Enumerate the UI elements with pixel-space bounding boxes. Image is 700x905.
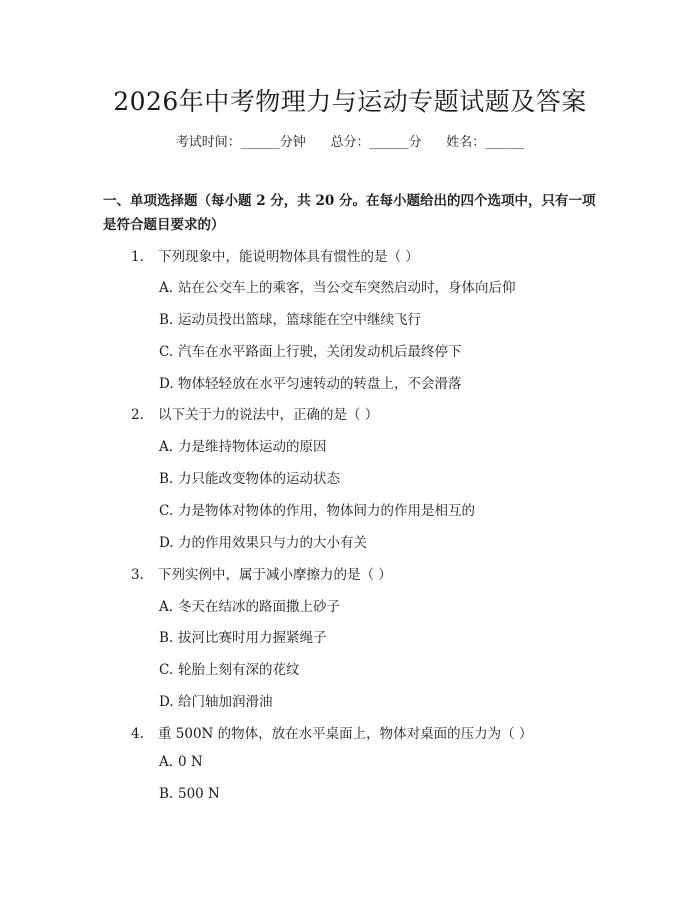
option-3a bbox=[159, 595, 340, 615]
option-letter: C. bbox=[159, 344, 174, 360]
question-number: 3. bbox=[131, 567, 144, 583]
option-letter: B. bbox=[159, 471, 174, 487]
document-title: 2026年中考物理力与运动专题试题及答案 bbox=[113, 87, 587, 116]
option-3c bbox=[159, 658, 300, 678]
question-text: 下列实例中，属于减小摩擦力的是（ ） bbox=[158, 567, 392, 583]
exam-info-line: 考试时间：______分钟 总分：______分 姓名：______ bbox=[175, 135, 525, 150]
option-text: 0 N bbox=[178, 754, 203, 770]
question-number: 4. bbox=[131, 726, 144, 742]
option-letter: B. bbox=[159, 630, 174, 646]
option-1b bbox=[159, 308, 421, 328]
option-letter: D. bbox=[159, 535, 174, 551]
option-letter: C. bbox=[159, 503, 174, 519]
option-letter: D. bbox=[159, 694, 174, 710]
question-text: 以下关于力的说法中，正确的是（ ） bbox=[158, 407, 379, 423]
option-letter: D. bbox=[159, 376, 174, 392]
question-number: 2. bbox=[131, 407, 144, 423]
option-letter: B. bbox=[159, 312, 174, 328]
option-2c bbox=[159, 499, 475, 519]
option-text: 给门轴加润滑油 bbox=[178, 694, 273, 710]
question-1 bbox=[131, 245, 419, 265]
question-2 bbox=[131, 403, 378, 423]
option-4a bbox=[159, 754, 203, 770]
option-letter: A. bbox=[159, 280, 174, 296]
option-letter: C. bbox=[159, 662, 174, 678]
question-number: 1. bbox=[131, 249, 144, 265]
question-text: 下列现象中，能说明物体具有惯性的是（ ） bbox=[158, 249, 419, 265]
option-text: 力是维持物体运动的原因 bbox=[178, 439, 327, 455]
option-letter: A. bbox=[159, 439, 174, 455]
option-text: 汽车在水平路面上行驶，关闭发动机后最终停下 bbox=[178, 344, 462, 360]
option-text: 轮胎上刻有深的花纹 bbox=[178, 662, 300, 678]
option-text: 力的作用效果只与力的大小有关 bbox=[178, 535, 367, 551]
option-letter: B. bbox=[159, 786, 174, 802]
option-1c bbox=[159, 340, 462, 360]
option-letter: A. bbox=[159, 754, 174, 770]
option-text: 500 N bbox=[178, 786, 220, 802]
option-text: 站在公交车上的乘客，当公交车突然启动时，身体向后仰 bbox=[178, 280, 516, 296]
option-text: 运动员投出篮球，篮球能在空中继续飞行 bbox=[178, 312, 421, 328]
option-2a bbox=[159, 435, 327, 455]
option-1a bbox=[159, 276, 516, 296]
option-3b bbox=[159, 626, 327, 646]
option-2b bbox=[159, 467, 340, 487]
question-text: 重 500N 的物体，放在水平桌面上，物体对桌面的压力为（ ） bbox=[158, 726, 533, 742]
option-text: 物体轻轻放在水平匀速转动的转盘上，不会滑落 bbox=[178, 376, 462, 392]
question-3 bbox=[131, 563, 392, 583]
option-text: 力是物体对物体的作用，物体间力的作用是相互的 bbox=[178, 503, 475, 519]
option-2d bbox=[159, 531, 367, 551]
option-text: 力只能改变物体的运动状态 bbox=[178, 471, 340, 487]
option-text: 冬天在结冰的路面撒上砂子 bbox=[178, 599, 340, 615]
option-text: 拔河比赛时用力握紧绳子 bbox=[178, 630, 327, 646]
section-heading: 一、单项选择题（每小题 2 分，共 20 分。在每小题给出的四个选项中，只有一项是符合题目要求的） bbox=[103, 193, 596, 233]
option-letter: A. bbox=[159, 599, 174, 615]
option-3d bbox=[159, 690, 273, 710]
option-1d bbox=[159, 372, 462, 392]
question-4 bbox=[131, 722, 532, 742]
option-4b bbox=[159, 786, 220, 802]
